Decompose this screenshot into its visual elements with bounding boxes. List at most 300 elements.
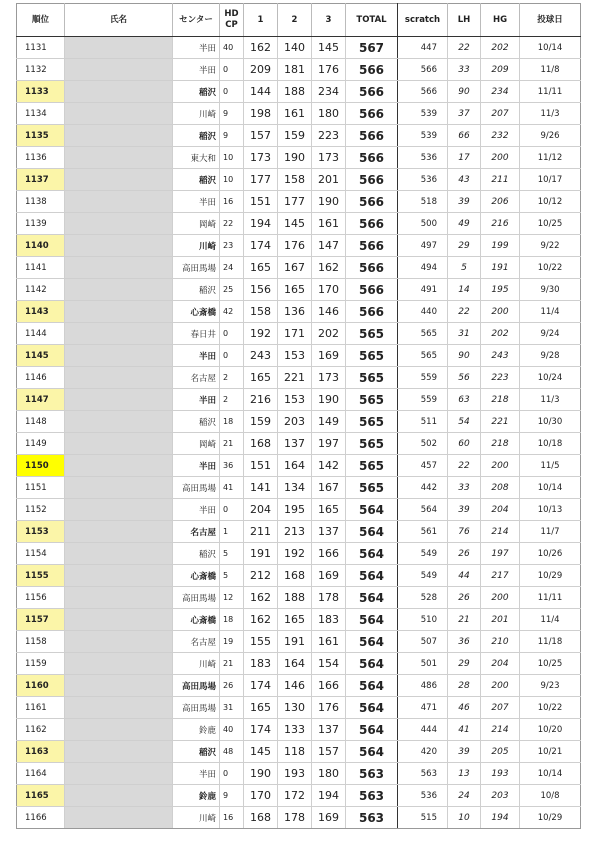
table-row	[17, 675, 581, 697]
name-cell-masked	[65, 807, 173, 829]
header-name: 氏名	[65, 4, 173, 37]
center-cell: 川崎	[173, 653, 220, 675]
table-row	[17, 653, 581, 675]
hdcp-cell: 31	[220, 697, 244, 719]
game3-cell: 145	[312, 37, 346, 59]
game1-cell: 145	[244, 741, 278, 763]
total-cell: 566	[346, 103, 398, 125]
total-cell: 565	[346, 389, 398, 411]
game2-cell: 193	[278, 763, 312, 785]
table-row	[17, 499, 581, 521]
hdcp-cell: 9	[220, 103, 244, 125]
total-cell: 563	[346, 763, 398, 785]
table-row	[17, 147, 581, 169]
game1-cell: 155	[244, 631, 278, 653]
rank-cell: 1166	[17, 807, 65, 829]
date-cell: 10/22	[520, 697, 581, 719]
game3-cell: 183	[312, 609, 346, 631]
hg-cell: 201	[481, 609, 520, 631]
scratch-cell: 501	[398, 653, 448, 675]
hg-cell: 206	[481, 191, 520, 213]
header-game-1: 1	[244, 4, 278, 37]
game1-cell: 212	[244, 565, 278, 587]
center-cell: 稲沢	[173, 543, 220, 565]
total-cell: 566	[346, 279, 398, 301]
date-cell: 11/3	[520, 389, 581, 411]
game2-cell: 153	[278, 389, 312, 411]
date-cell: 9/28	[520, 345, 581, 367]
game1-cell: 157	[244, 125, 278, 147]
header-lh: LH	[448, 4, 481, 37]
rank-cell: 1147	[17, 389, 65, 411]
scratch-cell: 561	[398, 521, 448, 543]
scratch-cell: 518	[398, 191, 448, 213]
date-cell: 11/12	[520, 147, 581, 169]
hg-cell: 202	[481, 37, 520, 59]
rank-cell: 1146	[17, 367, 65, 389]
hdcp-cell: 12	[220, 587, 244, 609]
date-cell: 9/24	[520, 323, 581, 345]
hg-cell: 205	[481, 741, 520, 763]
game2-cell: 134	[278, 477, 312, 499]
total-cell: 564	[346, 675, 398, 697]
scratch-cell: 549	[398, 543, 448, 565]
table-row	[17, 125, 581, 147]
center-cell: 稲沢	[173, 741, 220, 763]
hdcp-cell: 18	[220, 609, 244, 631]
name-cell-masked	[65, 323, 173, 345]
scratch-cell: 563	[398, 763, 448, 785]
name-cell-masked	[65, 499, 173, 521]
center-cell: 鈴鹿	[173, 785, 220, 807]
game1-cell: 243	[244, 345, 278, 367]
game3-cell: 169	[312, 345, 346, 367]
game2-cell: 181	[278, 59, 312, 81]
game3-cell: 162	[312, 257, 346, 279]
date-cell: 11/4	[520, 301, 581, 323]
scratch-cell: 497	[398, 235, 448, 257]
center-cell: 心斎橋	[173, 609, 220, 631]
game2-cell: 221	[278, 367, 312, 389]
date-cell: 10/17	[520, 169, 581, 191]
lh-cell: 49	[448, 213, 481, 235]
hdcp-cell: 0	[220, 763, 244, 785]
hg-cell: 218	[481, 389, 520, 411]
rank-cell: 1150	[17, 455, 65, 477]
table-row	[17, 191, 581, 213]
lh-cell: 63	[448, 389, 481, 411]
game3-cell: 165	[312, 499, 346, 521]
header-total: TOTAL	[346, 4, 398, 37]
game1-cell: 141	[244, 477, 278, 499]
rank-cell: 1158	[17, 631, 65, 653]
hg-cell: 214	[481, 719, 520, 741]
rank-cell: 1141	[17, 257, 65, 279]
table-row	[17, 455, 581, 477]
game2-cell: 195	[278, 499, 312, 521]
lh-cell: 22	[448, 37, 481, 59]
hg-cell: 200	[481, 587, 520, 609]
header-rank: 順位	[17, 4, 65, 37]
lh-cell: 33	[448, 477, 481, 499]
game2-cell: 130	[278, 697, 312, 719]
table-row	[17, 477, 581, 499]
game1-cell: 194	[244, 213, 278, 235]
lh-cell: 33	[448, 59, 481, 81]
name-cell-masked	[65, 367, 173, 389]
date-cell: 10/22	[520, 257, 581, 279]
lh-cell: 36	[448, 631, 481, 653]
total-cell: 566	[346, 59, 398, 81]
lh-cell: 39	[448, 191, 481, 213]
game1-cell: 162	[244, 609, 278, 631]
center-cell: 半田	[173, 763, 220, 785]
game1-cell: 159	[244, 411, 278, 433]
game2-cell: 188	[278, 587, 312, 609]
table-row	[17, 81, 581, 103]
game2-cell: 203	[278, 411, 312, 433]
lh-cell: 44	[448, 565, 481, 587]
game3-cell: 161	[312, 213, 346, 235]
hg-cell: 209	[481, 59, 520, 81]
game3-cell: 173	[312, 367, 346, 389]
hdcp-cell: 1	[220, 521, 244, 543]
date-cell: 10/25	[520, 213, 581, 235]
name-cell-masked	[65, 565, 173, 587]
game2-cell: 140	[278, 37, 312, 59]
lh-cell: 21	[448, 609, 481, 631]
total-cell: 566	[346, 125, 398, 147]
name-cell-masked	[65, 741, 173, 763]
game3-cell: 176	[312, 697, 346, 719]
rank-cell: 1133	[17, 81, 65, 103]
ranking-table	[16, 3, 581, 829]
scratch-cell: 491	[398, 279, 448, 301]
game3-cell: 166	[312, 675, 346, 697]
game1-cell: 174	[244, 235, 278, 257]
hg-cell: 204	[481, 499, 520, 521]
rank-cell: 1135	[17, 125, 65, 147]
game1-cell: 151	[244, 191, 278, 213]
total-cell: 566	[346, 235, 398, 257]
date-cell: 11/4	[520, 609, 581, 631]
hdcp-cell: 0	[220, 323, 244, 345]
hg-cell: 217	[481, 565, 520, 587]
table-row	[17, 543, 581, 565]
date-cell: 10/12	[520, 191, 581, 213]
game3-cell: 167	[312, 477, 346, 499]
name-cell-masked	[65, 81, 173, 103]
game3-cell: 194	[312, 785, 346, 807]
center-cell: 稲沢	[173, 169, 220, 191]
date-cell: 11/5	[520, 455, 581, 477]
game3-cell: 190	[312, 191, 346, 213]
game3-cell: 166	[312, 543, 346, 565]
hg-cell: 207	[481, 103, 520, 125]
rank-cell: 1165	[17, 785, 65, 807]
scratch-cell: 536	[398, 785, 448, 807]
game2-cell: 191	[278, 631, 312, 653]
game2-cell: 213	[278, 521, 312, 543]
game2-cell: 133	[278, 719, 312, 741]
table-row	[17, 719, 581, 741]
total-cell: 566	[346, 213, 398, 235]
total-cell: 564	[346, 499, 398, 521]
hg-cell: 223	[481, 367, 520, 389]
hdcp-cell: 16	[220, 191, 244, 213]
rank-cell: 1155	[17, 565, 65, 587]
game3-cell: 178	[312, 587, 346, 609]
rank-cell: 1161	[17, 697, 65, 719]
hdcp-cell: 48	[220, 741, 244, 763]
game1-cell: 144	[244, 81, 278, 103]
lh-cell: 90	[448, 81, 481, 103]
table-row	[17, 345, 581, 367]
header-hdcp-line1: HD	[224, 9, 239, 19]
rank-cell: 1160	[17, 675, 65, 697]
hdcp-cell: 10	[220, 147, 244, 169]
game2-cell: 172	[278, 785, 312, 807]
name-cell-masked	[65, 455, 173, 477]
game3-cell: 161	[312, 631, 346, 653]
center-cell: 川崎	[173, 103, 220, 125]
date-cell: 10/24	[520, 367, 581, 389]
date-cell: 10/20	[520, 719, 581, 741]
game3-cell: 142	[312, 455, 346, 477]
date-cell: 11/11	[520, 587, 581, 609]
table-row	[17, 521, 581, 543]
table-row	[17, 301, 581, 323]
game2-cell: 164	[278, 455, 312, 477]
center-cell: 川崎	[173, 235, 220, 257]
name-cell-masked	[65, 279, 173, 301]
scratch-cell: 565	[398, 345, 448, 367]
game2-cell: 178	[278, 807, 312, 829]
game2-cell: 192	[278, 543, 312, 565]
scratch-cell: 536	[398, 169, 448, 191]
center-cell: 稲沢	[173, 81, 220, 103]
date-cell: 11/8	[520, 59, 581, 81]
date-cell: 11/11	[520, 81, 581, 103]
hg-cell: 211	[481, 169, 520, 191]
game1-cell: 177	[244, 169, 278, 191]
table-row	[17, 323, 581, 345]
date-cell: 10/25	[520, 653, 581, 675]
game1-cell: 158	[244, 301, 278, 323]
center-cell: 半田	[173, 191, 220, 213]
name-cell-masked	[65, 169, 173, 191]
lh-cell: 39	[448, 499, 481, 521]
game3-cell: 157	[312, 741, 346, 763]
total-cell: 565	[346, 323, 398, 345]
name-cell-masked	[65, 191, 173, 213]
game1-cell: 168	[244, 807, 278, 829]
table-row	[17, 169, 581, 191]
game2-cell: 165	[278, 609, 312, 631]
hdcp-cell: 9	[220, 125, 244, 147]
game3-cell: 190	[312, 389, 346, 411]
date-cell: 10/26	[520, 543, 581, 565]
scratch-cell: 536	[398, 147, 448, 169]
name-cell-masked	[65, 521, 173, 543]
scratch-cell: 486	[398, 675, 448, 697]
game1-cell: 198	[244, 103, 278, 125]
hg-cell: 243	[481, 345, 520, 367]
hg-cell: 200	[481, 301, 520, 323]
hdcp-cell: 26	[220, 675, 244, 697]
game2-cell: 165	[278, 279, 312, 301]
scratch-cell: 447	[398, 37, 448, 59]
name-cell-masked	[65, 433, 173, 455]
date-cell: 10/14	[520, 37, 581, 59]
game3-cell: 169	[312, 565, 346, 587]
game2-cell: 136	[278, 301, 312, 323]
total-cell: 565	[346, 367, 398, 389]
scratch-cell: 457	[398, 455, 448, 477]
table-row	[17, 389, 581, 411]
game1-cell: 165	[244, 257, 278, 279]
game1-cell: 170	[244, 785, 278, 807]
hg-cell: 204	[481, 653, 520, 675]
table-row	[17, 37, 581, 59]
center-cell: 名古屋	[173, 521, 220, 543]
total-cell: 566	[346, 257, 398, 279]
lh-cell: 54	[448, 411, 481, 433]
game2-cell: 176	[278, 235, 312, 257]
total-cell: 565	[346, 345, 398, 367]
game2-cell: 145	[278, 213, 312, 235]
total-cell: 566	[346, 81, 398, 103]
rank-cell: 1149	[17, 433, 65, 455]
game2-cell: 177	[278, 191, 312, 213]
rank-cell: 1142	[17, 279, 65, 301]
rank-cell: 1139	[17, 213, 65, 235]
total-cell: 564	[346, 631, 398, 653]
center-cell: 高田馬場	[173, 587, 220, 609]
scratch-cell: 471	[398, 697, 448, 719]
lh-cell: 5	[448, 257, 481, 279]
game3-cell: 180	[312, 103, 346, 125]
scratch-cell: 566	[398, 59, 448, 81]
hg-cell: 218	[481, 433, 520, 455]
hdcp-cell: 5	[220, 543, 244, 565]
scratch-cell: 549	[398, 565, 448, 587]
lh-cell: 41	[448, 719, 481, 741]
date-cell: 10/30	[520, 411, 581, 433]
date-cell: 10/21	[520, 741, 581, 763]
hg-cell: 194	[481, 807, 520, 829]
hg-cell: 191	[481, 257, 520, 279]
lh-cell: 90	[448, 345, 481, 367]
total-cell: 564	[346, 543, 398, 565]
name-cell-masked	[65, 675, 173, 697]
game1-cell: 192	[244, 323, 278, 345]
center-cell: 稲沢	[173, 125, 220, 147]
name-cell-masked	[65, 719, 173, 741]
center-cell: 東大和	[173, 147, 220, 169]
game3-cell: 146	[312, 301, 346, 323]
hdcp-cell: 23	[220, 235, 244, 257]
hg-cell: 200	[481, 455, 520, 477]
scratch-cell: 515	[398, 807, 448, 829]
center-cell: 半田	[173, 499, 220, 521]
game2-cell: 137	[278, 433, 312, 455]
hdcp-cell: 25	[220, 279, 244, 301]
date-cell: 9/26	[520, 125, 581, 147]
name-cell-masked	[65, 609, 173, 631]
center-cell: 稲沢	[173, 279, 220, 301]
table-row	[17, 741, 581, 763]
center-cell: 高田馬場	[173, 697, 220, 719]
scratch-cell: 564	[398, 499, 448, 521]
date-cell: 10/18	[520, 433, 581, 455]
hdcp-cell: 5	[220, 565, 244, 587]
game2-cell: 118	[278, 741, 312, 763]
hg-cell: 216	[481, 213, 520, 235]
lh-cell: 37	[448, 103, 481, 125]
table-row	[17, 433, 581, 455]
game1-cell: 190	[244, 763, 278, 785]
hg-cell: 221	[481, 411, 520, 433]
rank-cell: 1157	[17, 609, 65, 631]
header-date: 投球日	[520, 4, 581, 37]
center-cell: 心斎橋	[173, 301, 220, 323]
lh-cell: 28	[448, 675, 481, 697]
scratch-cell: 502	[398, 433, 448, 455]
hdcp-cell: 0	[220, 81, 244, 103]
game3-cell: 223	[312, 125, 346, 147]
name-cell-masked	[65, 411, 173, 433]
rank-cell: 1143	[17, 301, 65, 323]
name-cell-masked	[65, 587, 173, 609]
lh-cell: 17	[448, 147, 481, 169]
rank-cell: 1131	[17, 37, 65, 59]
game3-cell: 137	[312, 719, 346, 741]
rank-cell: 1163	[17, 741, 65, 763]
center-cell: 高田馬場	[173, 675, 220, 697]
hg-cell: 200	[481, 147, 520, 169]
rank-cell: 1159	[17, 653, 65, 675]
center-cell: 半田	[173, 455, 220, 477]
total-cell: 564	[346, 521, 398, 543]
total-cell: 566	[346, 191, 398, 213]
lh-cell: 31	[448, 323, 481, 345]
table-row	[17, 59, 581, 81]
hg-cell: 193	[481, 763, 520, 785]
game1-cell: 211	[244, 521, 278, 543]
scratch-cell: 539	[398, 103, 448, 125]
total-cell: 565	[346, 477, 398, 499]
date-cell: 9/22	[520, 235, 581, 257]
hg-cell: 234	[481, 81, 520, 103]
rank-cell: 1156	[17, 587, 65, 609]
name-cell-masked	[65, 103, 173, 125]
center-cell: 川崎	[173, 807, 220, 829]
name-cell-masked	[65, 345, 173, 367]
game3-cell: 234	[312, 81, 346, 103]
game1-cell: 168	[244, 433, 278, 455]
center-cell: 名古屋	[173, 367, 220, 389]
rank-cell: 1153	[17, 521, 65, 543]
total-cell: 564	[346, 719, 398, 741]
date-cell: 11/18	[520, 631, 581, 653]
header-hdcp-line2: CP	[225, 20, 238, 30]
hdcp-cell: 9	[220, 785, 244, 807]
hg-cell: 210	[481, 631, 520, 653]
lh-cell: 26	[448, 543, 481, 565]
rank-cell: 1151	[17, 477, 65, 499]
lh-cell: 29	[448, 653, 481, 675]
